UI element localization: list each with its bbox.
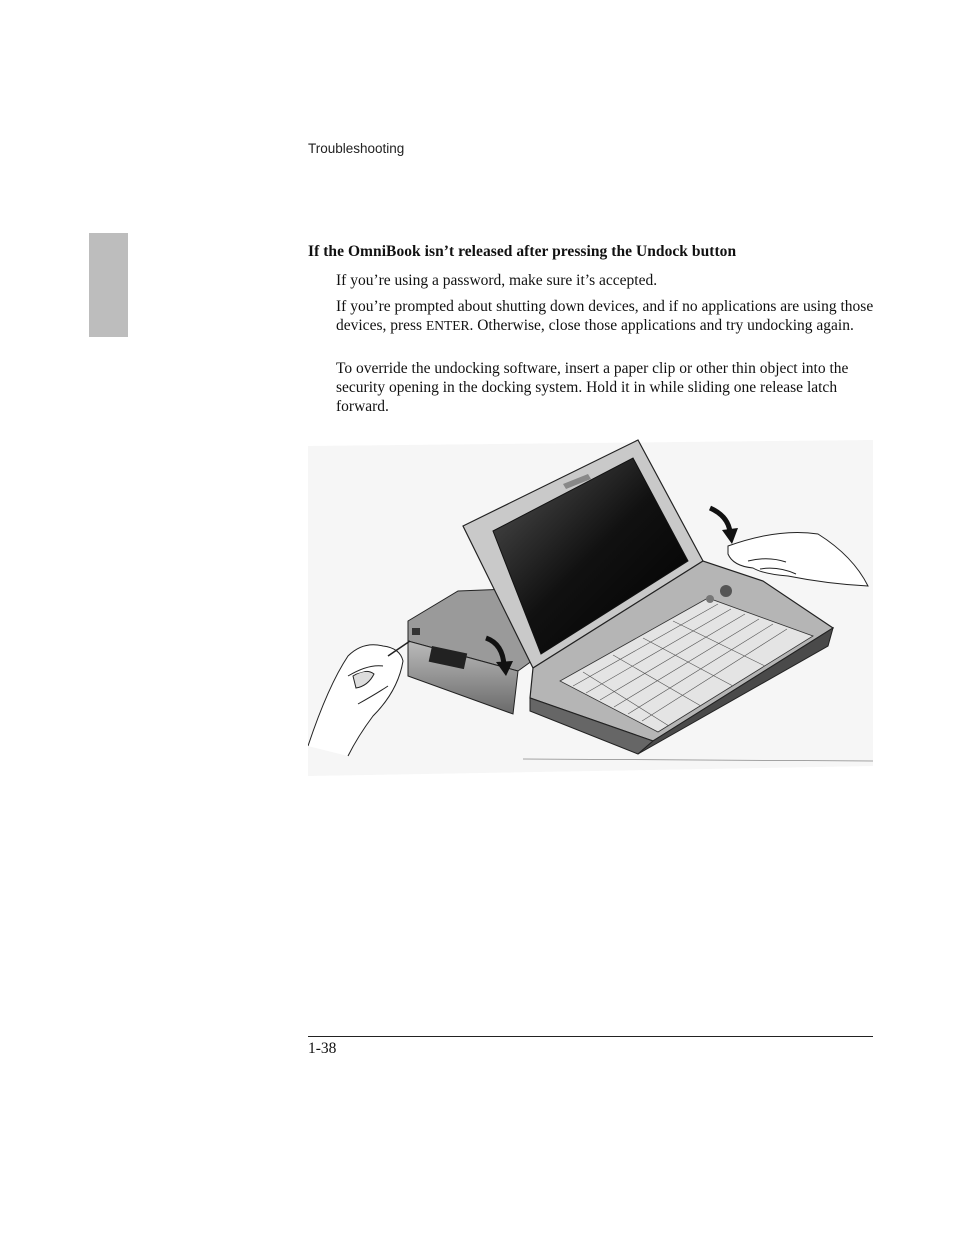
paragraph-override-text: To override the undocking software, insert a paper clip or other thin object into the security opening in the docking system. Hold it in while sliding one release latch forward. bbox=[336, 360, 849, 415]
paragraph-shutdown-text-2: . Otherwise, close those applications and try undocking again. bbox=[469, 317, 854, 334]
paragraph-password-text: If you’re using a password, make sure it’s accepted. bbox=[336, 272, 658, 289]
paragraph-override-undock bbox=[336, 359, 876, 416]
enter-key-label: ENTER bbox=[425, 318, 470, 333]
chapter-thumb-tab bbox=[89, 233, 128, 337]
paragraph-shutdown-text-1: If you’re prompted about shutting down devices, and if no applications are using those devices, press bbox=[336, 298, 874, 334]
footer-rule bbox=[308, 1036, 873, 1037]
page-number: 1-38 bbox=[308, 1040, 337, 1057]
paragraph-shutdown-devices bbox=[336, 297, 876, 335]
section-title: If the OmniBook isn’t released after pressing the Undock button bbox=[308, 243, 737, 260]
laptop-undock-illustration bbox=[308, 436, 873, 781]
running-header: Troubleshooting bbox=[308, 141, 405, 156]
paragraph-password bbox=[336, 271, 876, 290]
